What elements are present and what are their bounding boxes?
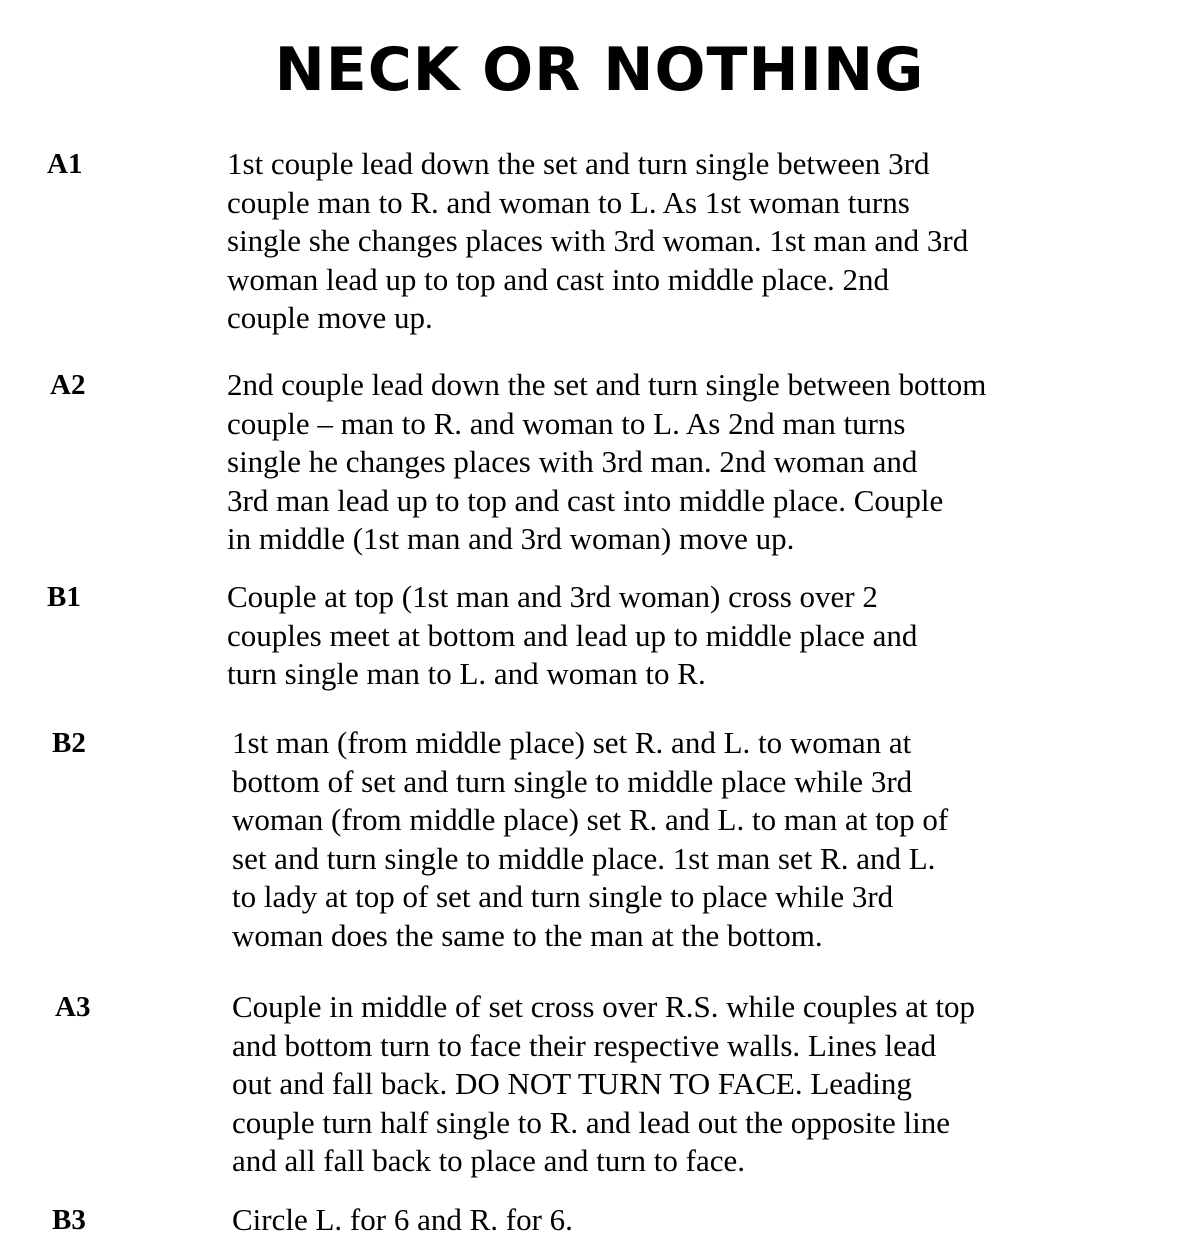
figure-text: 1st couple lead down the set and turn single between 3rd couple man to R. and woman to L. As 1st woman turns single she changes places with 3rd woman. 1st man and 3rd woman lead up to top and cast into middle place. 2nd couple move up.: [227, 146, 969, 335]
page-title: NECK OR NOTHING: [274, 35, 925, 105]
figure-label: A2: [50, 369, 86, 401]
figure-label: B2: [52, 727, 86, 759]
figure-label: A3: [55, 991, 91, 1023]
figure-text: Couple in middle of set cross over R.S. while couples at top and bottom turn to face their respective walls. Lines lead out and fall back. DO NOT TURN TO FACE. Leading couple turn half single to R. and lead out the opposite line and all fall back to place and turn to face.: [232, 989, 976, 1178]
figure-label: B1: [47, 581, 81, 613]
figure-text: Couple at top (1st man and 3rd woman) cross over 2 couples meet at bottom and lead up to middle place and turn single man to L. and woman to R.: [227, 579, 918, 691]
figure-text: 1st man (from middle place) set R. and L. to woman at bottom of set and turn single to middle place while 3rd woman (from middle place) set R. and L. to man at top of set and turn single to middle place. 1st man set R. and L. to lady at top of set and turn single to place while 3rd woman does the same to the man at the bottom.: [232, 725, 949, 953]
figure-text: 2nd couple lead down the set and turn single between bottom couple – man to R. and woman to L. As 2nd man turns single he changes places with 3rd man. 2nd woman and 3rd man lead up to top and cast into middle place. Couple in middle (1st man and 3rd woman) move up.: [227, 367, 987, 556]
figure-label: B3: [52, 1204, 86, 1236]
figure-text: Circle L. for 6 and R. for 6.: [232, 1202, 573, 1237]
figure-label: A1: [47, 148, 83, 180]
